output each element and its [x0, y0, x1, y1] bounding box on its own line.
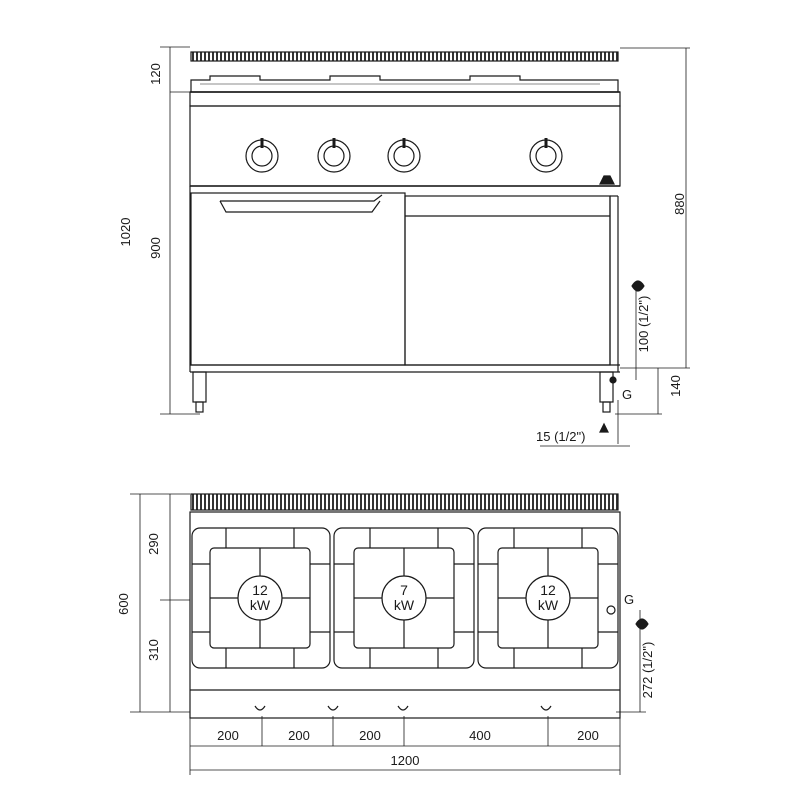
control-knob [530, 138, 562, 172]
dim-total-height: 1020 [118, 217, 133, 247]
dim-width-segment: 200 [217, 728, 239, 743]
knob-stem [328, 706, 338, 710]
gas-connection-icon [607, 606, 615, 614]
burner-3-unit: kW [537, 597, 559, 613]
gas-inlet-icon [600, 424, 608, 432]
knob-stem [541, 706, 551, 710]
oven-handle [220, 195, 382, 212]
dim-gas-inlet-height: 100 (1/2") [636, 295, 651, 353]
gas-inlet-icon [632, 281, 644, 291]
dim-gas-side: 272 (1/2") [640, 641, 655, 699]
dim-right-height: 880 [672, 193, 687, 215]
dim-total-width: 1200 [390, 753, 420, 768]
knob-stem [255, 706, 265, 710]
dim-depth-total: 600 [116, 593, 131, 615]
top-view [130, 494, 648, 775]
burner-1-unit: kW [249, 597, 271, 613]
dim-width-segment: 200 [359, 728, 381, 743]
dim-leg-height: 140 [668, 375, 683, 397]
dim-width-segment: 200 [577, 728, 599, 743]
burner-1-power: 12 [252, 582, 268, 598]
back-splash-rail [191, 52, 618, 61]
leg [600, 372, 613, 402]
dim-width-segment: 400 [469, 728, 491, 743]
open-compartment [405, 196, 610, 365]
gas-label: G [624, 592, 635, 607]
burner-2-power: 7 [400, 582, 408, 598]
oven-door [191, 193, 405, 365]
dim-width-segment: 200 [288, 728, 310, 743]
control-knob [318, 138, 350, 172]
gas-inlet-icon [636, 619, 648, 629]
front-view [160, 47, 690, 446]
dim-depth-front: 310 [146, 639, 161, 661]
burner-3-power: 12 [540, 582, 556, 598]
burner-2-unit: kW [393, 597, 415, 613]
dim-top-height: 120 [148, 63, 163, 85]
dim-depth-back: 290 [146, 533, 161, 555]
indicator-mark [600, 176, 614, 184]
leg [193, 372, 206, 402]
back-splash-rail [191, 494, 618, 510]
hob-frame [190, 92, 620, 106]
control-knob [246, 138, 278, 172]
leg-foot [196, 402, 203, 412]
gas-connection-icon [610, 377, 616, 383]
leg-foot [603, 402, 610, 412]
control-knob [388, 138, 420, 172]
dim-body-height: 900 [148, 237, 163, 259]
knob-stem [398, 706, 408, 710]
gas-label: G [622, 387, 633, 402]
dim-gas-bottom: 15 (1/2") [536, 429, 586, 444]
